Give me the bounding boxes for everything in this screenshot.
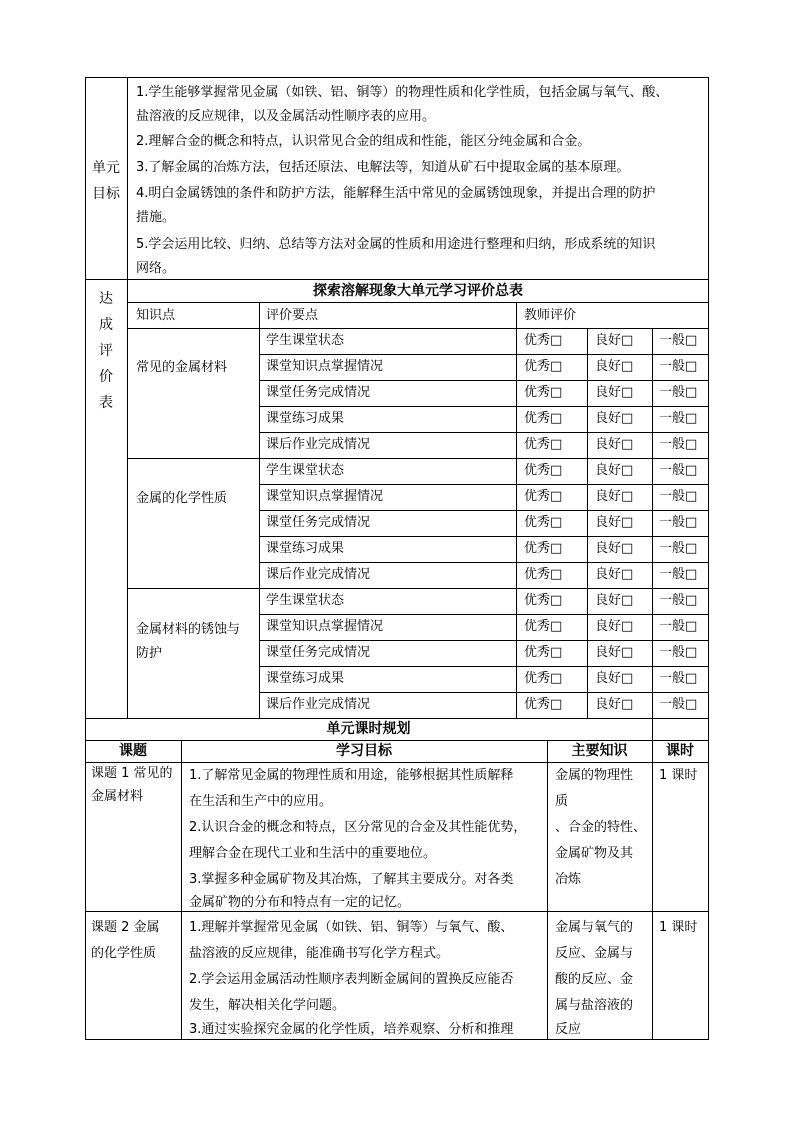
plan-knowledge-line: 酸的反应、金 (555, 972, 634, 987)
option-excellent-checkbox[interactable]: 优秀□ (524, 697, 563, 712)
plan-knowledge-line: 金属的物理性 (555, 768, 634, 783)
option-good-checkbox[interactable]: 良好□ (595, 593, 634, 608)
option-average-checkbox[interactable]: 一般□ (659, 593, 698, 608)
eval-col-divider-1 (259, 302, 260, 718)
option-good-checkbox[interactable]: 良好□ (595, 697, 634, 712)
option-average-checkbox[interactable]: 一般□ (659, 567, 698, 582)
plan-topic-line: 课题 1 常见的 (91, 766, 173, 781)
eval-criterion: 课堂练习成果 (266, 541, 345, 556)
option-excellent-checkbox[interactable]: 优秀□ (524, 437, 563, 452)
eval-criterion: 课堂知识点掌握情况 (266, 619, 384, 634)
option-good-checkbox[interactable]: 良好□ (595, 463, 634, 478)
eval-row-line (259, 640, 709, 641)
plan-knowledge-line: 反应、金属与 (555, 946, 634, 961)
option-average-checkbox[interactable]: 一般□ (659, 385, 698, 400)
plan-col-divider-1 (181, 740, 182, 1040)
plan-goal-line: 理解合金在现代工业和生活中的重要地位。 (189, 846, 437, 861)
table-bottom-border (85, 1039, 709, 1040)
goals-label-line1: 单元 (92, 160, 120, 176)
option-average-checkbox[interactable]: 一般□ (659, 541, 698, 556)
option-excellent-checkbox[interactable]: 优秀□ (524, 359, 563, 374)
goal-line: 3.了解金属的冶炼方法，包括还原法、电解法等，知道从矿石中提取金属的基本原理。 (136, 160, 630, 175)
eval-header-criteria: 评价要点 (266, 308, 319, 323)
goal-line: 2.理解合金的概念和特点，认识常见合金的组成和性能，能区分纯金属和合金。 (136, 134, 591, 149)
plan-knowledge-line: 反应 (555, 1022, 582, 1037)
plan-goal-line: 金属矿物的分布和特点有一定的记忆。 (189, 895, 411, 910)
goals-label-line2: 目标 (92, 186, 120, 202)
eval-row-line (259, 692, 709, 693)
option-average-checkbox[interactable]: 一般□ (659, 333, 698, 348)
eval-group-name: 防护 (136, 646, 163, 661)
eval-row-line (259, 484, 709, 485)
option-excellent-checkbox[interactable]: 优秀□ (524, 645, 563, 660)
option-average-checkbox[interactable]: 一般□ (659, 671, 698, 686)
plan-goal-line: 在生活和生产中的应用。 (189, 794, 333, 809)
eval-row-line (259, 380, 709, 381)
option-average-checkbox[interactable]: 一般□ (659, 697, 698, 712)
option-average-checkbox[interactable]: 一般□ (659, 489, 698, 504)
eval-criterion: 课堂任务完成情况 (266, 385, 371, 400)
option-average-checkbox[interactable]: 一般□ (659, 411, 698, 426)
plan-goal-line: 2.学会运用金属活动性顺序表判断金属间的置换反应能否 (189, 972, 514, 987)
eval-side-char: 成 (99, 317, 113, 333)
eval-row-line (259, 406, 709, 407)
eval-row-line (259, 510, 709, 511)
option-excellent-checkbox[interactable]: 优秀□ (524, 515, 563, 530)
option-good-checkbox[interactable]: 良好□ (595, 515, 634, 530)
eval-criterion: 课堂知识点掌握情况 (266, 489, 384, 504)
eval-side-char: 评 (99, 343, 113, 359)
option-excellent-checkbox[interactable]: 优秀□ (524, 489, 563, 504)
eval-header-knowledge: 知识点 (136, 308, 176, 323)
eval-col-divider-2 (516, 302, 517, 718)
table-right-border (708, 77, 709, 1040)
option-average-checkbox[interactable]: 一般□ (659, 619, 698, 634)
option-average-checkbox[interactable]: 一般□ (659, 645, 698, 660)
eval-row-line (259, 536, 709, 537)
option-good-checkbox[interactable]: 良好□ (595, 541, 634, 556)
plan-topic-line: 金属材料 (91, 789, 144, 804)
plan-header-knowledge: 主要知识 (571, 743, 628, 759)
eval-criterion: 学生课堂状态 (266, 463, 345, 478)
eval-row-line (127, 458, 709, 459)
option-good-checkbox[interactable]: 良好□ (595, 411, 634, 426)
eval-criterion: 课堂知识点掌握情况 (266, 359, 384, 374)
eval-criterion: 学生课堂状态 (266, 593, 345, 608)
goals-divider (127, 77, 128, 718)
plan-header-bottom (85, 762, 709, 763)
option-average-checkbox[interactable]: 一般□ (659, 437, 698, 452)
eval-row-line (259, 666, 709, 667)
eval-side-char: 达 (99, 291, 113, 307)
eval-group-name: 常见的金属材料 (136, 360, 228, 375)
goal-line: 4.明白金属锈蚀的条件和防护方法，能解释生活中常见的金属锈蚀现象，并提出合理的防护 (136, 186, 656, 201)
eval-criterion: 课堂练习成果 (266, 411, 345, 426)
option-excellent-checkbox[interactable]: 优秀□ (524, 619, 563, 634)
plan-topic-line: 课题 2 金属 (91, 920, 160, 935)
eval-header-bottom (127, 328, 709, 329)
plan-goal-line: 发生，解决相关化学问题。 (189, 998, 346, 1013)
goal-line: 1.学生能够掌握常见金属（如铁、铝、铜等）的物理性质和化学性质，包括金属与氧气、酸、 (136, 85, 669, 100)
plan-header-goal: 学习目标 (336, 743, 392, 759)
plan-knowledge-line: 金属矿物及其 (555, 846, 634, 861)
eval-criterion: 课后作业完成情况 (266, 697, 371, 712)
option-good-checkbox[interactable]: 良好□ (595, 619, 634, 634)
option-excellent-checkbox[interactable]: 优秀□ (524, 411, 563, 426)
option-excellent-checkbox[interactable]: 优秀□ (524, 333, 563, 348)
eval-bottom (85, 718, 709, 719)
plan-col-divider-2 (547, 740, 548, 1040)
plan-knowledge-line: 属与盐溶液的 (555, 998, 634, 1013)
goal-line: 网络。 (136, 261, 176, 276)
eval-criterion: 课堂练习成果 (266, 671, 345, 686)
plan-col-divider-3 (652, 740, 653, 1040)
plan-row1-bottom (85, 911, 709, 912)
plan-title: 单元课时规划 (326, 721, 411, 737)
plan-header-hours: 课时 (666, 743, 694, 759)
eval-row-line (259, 354, 709, 355)
eval-header-teacher: 教师评价 (524, 308, 577, 323)
option-average-checkbox[interactable]: 一般□ (659, 463, 698, 478)
plan-knowledge-line: 金属与氧气的 (555, 920, 634, 935)
option-excellent-checkbox[interactable]: 优秀□ (524, 567, 563, 582)
table-top-border (85, 77, 709, 78)
eval-criterion: 学生课堂状态 (266, 333, 345, 348)
option-good-checkbox[interactable]: 良好□ (595, 437, 634, 452)
eval-criterion: 课后作业完成情况 (266, 567, 371, 582)
plan-hours: 1 课时 (659, 920, 698, 935)
plan-goal-line: 盐溶液的反应规律，能准确书写化学方程式。 (189, 946, 450, 961)
option-good-checkbox[interactable]: 良好□ (595, 385, 634, 400)
goal-line: 盐溶液的反应规律，以及金属活动性顺序表的应用。 (136, 109, 436, 124)
plan-title-bottom (85, 740, 709, 741)
eval-col-divider-4 (652, 328, 653, 718)
option-excellent-checkbox[interactable]: 优秀□ (524, 593, 563, 608)
eval-row-line (259, 562, 709, 563)
eval-criterion: 课后作业完成情况 (266, 437, 371, 452)
plan-hours: 1 课时 (659, 768, 698, 783)
plan-knowledge-line: 质 (555, 794, 569, 809)
eval-col-divider-3 (587, 328, 588, 718)
eval-group-name: 金属材料的锈蚀与 (136, 622, 241, 637)
eval-side-char: 价 (99, 369, 113, 385)
plan-topic-line: 的化学性质 (91, 946, 157, 961)
option-good-checkbox[interactable]: 良好□ (595, 645, 634, 660)
plan-header-topic: 课题 (119, 743, 147, 759)
eval-title: 探索溶解现象大单元学习评价总表 (313, 283, 523, 299)
option-good-checkbox[interactable]: 良好□ (595, 333, 634, 348)
plan-knowledge-line: 、合金的特性、 (555, 820, 647, 835)
plan-goal-line: 2.认识合金的概念和特点，区分常见的合金及其性能优势， (189, 820, 527, 835)
option-excellent-checkbox[interactable]: 优秀□ (524, 463, 563, 478)
eval-criterion: 课堂任务完成情况 (266, 515, 371, 530)
option-good-checkbox[interactable]: 良好□ (595, 567, 634, 582)
plan-goal-line: 3.通过实验探究金属的化学性质，培养观察、分析和推理 (189, 1022, 514, 1037)
eval-row-line (259, 432, 709, 433)
option-average-checkbox[interactable]: 一般□ (659, 515, 698, 530)
eval-row-line (127, 588, 709, 589)
eval-criterion: 课堂任务完成情况 (266, 645, 371, 660)
option-good-checkbox[interactable]: 良好□ (595, 359, 634, 374)
option-average-checkbox[interactable]: 一般□ (659, 359, 698, 374)
eval-side-char: 表 (99, 395, 113, 411)
plan-goal-line: 1.了解常见金属的物理性质和用途，能够根据其性质解释 (189, 768, 514, 783)
option-good-checkbox[interactable]: 良好□ (595, 489, 634, 504)
eval-row-line (259, 614, 709, 615)
option-good-checkbox[interactable]: 良好□ (595, 671, 634, 686)
goal-line: 5.学会运用比较、归纳、总结等方法对金属的性质和用途进行整理和归纳，形成系统的知识 (136, 237, 656, 252)
option-excellent-checkbox[interactable]: 优秀□ (524, 385, 563, 400)
eval-group-name: 金属的化学性质 (136, 491, 228, 506)
goals-bottom (85, 279, 709, 280)
goal-line: 措施。 (136, 210, 176, 225)
option-excellent-checkbox[interactable]: 优秀□ (524, 541, 563, 556)
option-excellent-checkbox[interactable]: 优秀□ (524, 671, 563, 686)
table-left-border (85, 77, 86, 1040)
plan-goal-line: 3.掌握多种金属矿物及其冶炼，了解其主要成分。对各类 (189, 872, 514, 887)
plan-goal-line: 1.理解并掌握常见金属（如铁、铝、铜等）与氧气、酸、 (189, 920, 514, 935)
plan-knowledge-line: 冶炼 (555, 872, 582, 887)
eval-title-bottom (127, 302, 709, 303)
plan-title-stub (652, 718, 653, 740)
